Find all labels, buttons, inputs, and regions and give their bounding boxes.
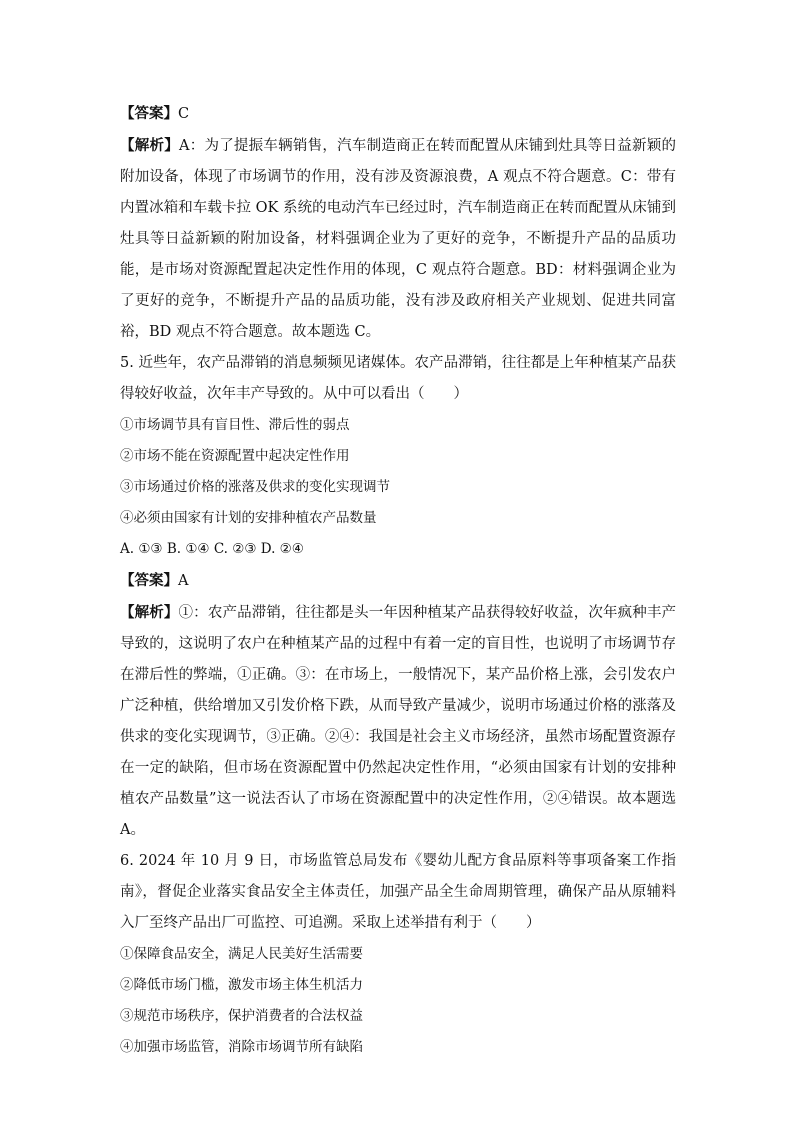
answer-tag: 【答案】 [120,105,178,122]
q5-analysis [120,597,676,846]
analysis-text: A：为了提振车辆销售，汽车制造商正在转而配置从床铺到灶具等日益新颖的附加设备，体现了市场调节的作用，没有涉及资源浪费，A 观点不符合题意。C：带有内置冰箱和车载卡拉 OK 系统的电动汽车已经过时，汽车制造商正在转而配置从床铺到灶具等日益新颖的附加设备，材料强调企业为了更好的竞争，不断提升产品的品质功能，是市场对资源配置起决定性作用的体现，C 观点符合题意。BD：材料强调企业为了更好的竞争，不断提升产品的品质功能，没有涉及政府相关产业规划、促进共同富裕，BD 观点不符合题意。故本题选 C。 [120,138,677,340]
q5-stem: 5. 近些年，农产品滞销的消息频频见诸媒体。农产品滞销，往往都是上年种植某产品获得较好收益，次年丰产导致的。从中可以看出（ ） [120,355,676,402]
q5-option-1: ①市场调节具有盲目性、滞后性的弱点 [120,417,350,433]
answer-value: A [178,573,189,589]
q5-option-4: ④必须由国家有计划的安排种植农产品数量 [120,510,377,526]
q6-option-1: ①保障食品安全，满足人民美好生活需要 [120,946,363,962]
q6-option-4: ④加强市场监管，消除市场调节所有缺陷 [120,1039,363,1055]
q6-option-2: ②降低市场门槛，激发市场主体生机活力 [120,977,363,993]
analysis-text: ①：农产品滞销，往往都是头一年因种植某产品获得较好收益，次年疯种丰产导致的，这说明了农户在种植某产品的过程中有着一定的盲目性，也说明了市场调节存在滞后性的弊端，①正确。③：在市场上，一般情况下，某产品价格上涨，会引发农户广泛种植，供给增加又引发价格下跌，从而导致产量减少，说明市场通过价格的涨落及供求的变化实现调节，③正确。②④：我国是社会主义市场经济，虽然市场配置资源存在一定的缺陷，但市场在资源配置中仍然起决定性作用，“必须由国家有计划的安排种植农产品数量”这一说法否认了市场在资源配置中的决定性作用，②④错误。故本题选 A。 [120,605,677,838]
q5-option-2: ②市场不能在资源配置中起决定性作用 [120,448,350,464]
q6-option-3: ③规范市场秩序，保护消费者的合法权益 [120,1008,363,1024]
analysis-tag: 【解析】 [120,137,179,154]
q5-option-3: ③市场通过价格的涨落及供求的变化实现调节 [120,479,390,495]
q4-answer [120,98,676,130]
document-content [120,98,676,1063]
q6-stem: 6. 2024 年 10 月 9 日，市场监管总局发布《婴幼儿配方食品原料等事项备案工作指南》，督促企业落实食品安全主体责任，加强产品全生命周期管理，确保产品从原辅料入厂至终产品出厂可监控、可追溯。采取上述举措有利于（ ） [120,853,676,931]
q5-choices: A. ①③ B. ①④ C. ②③ D. ②④ [120,541,304,557]
answer-tag: 【答案】 [120,572,178,589]
q5-answer [120,565,676,597]
analysis-tag: 【解析】 [120,604,179,621]
answer-value: C [178,106,190,122]
q4-analysis [120,130,676,348]
